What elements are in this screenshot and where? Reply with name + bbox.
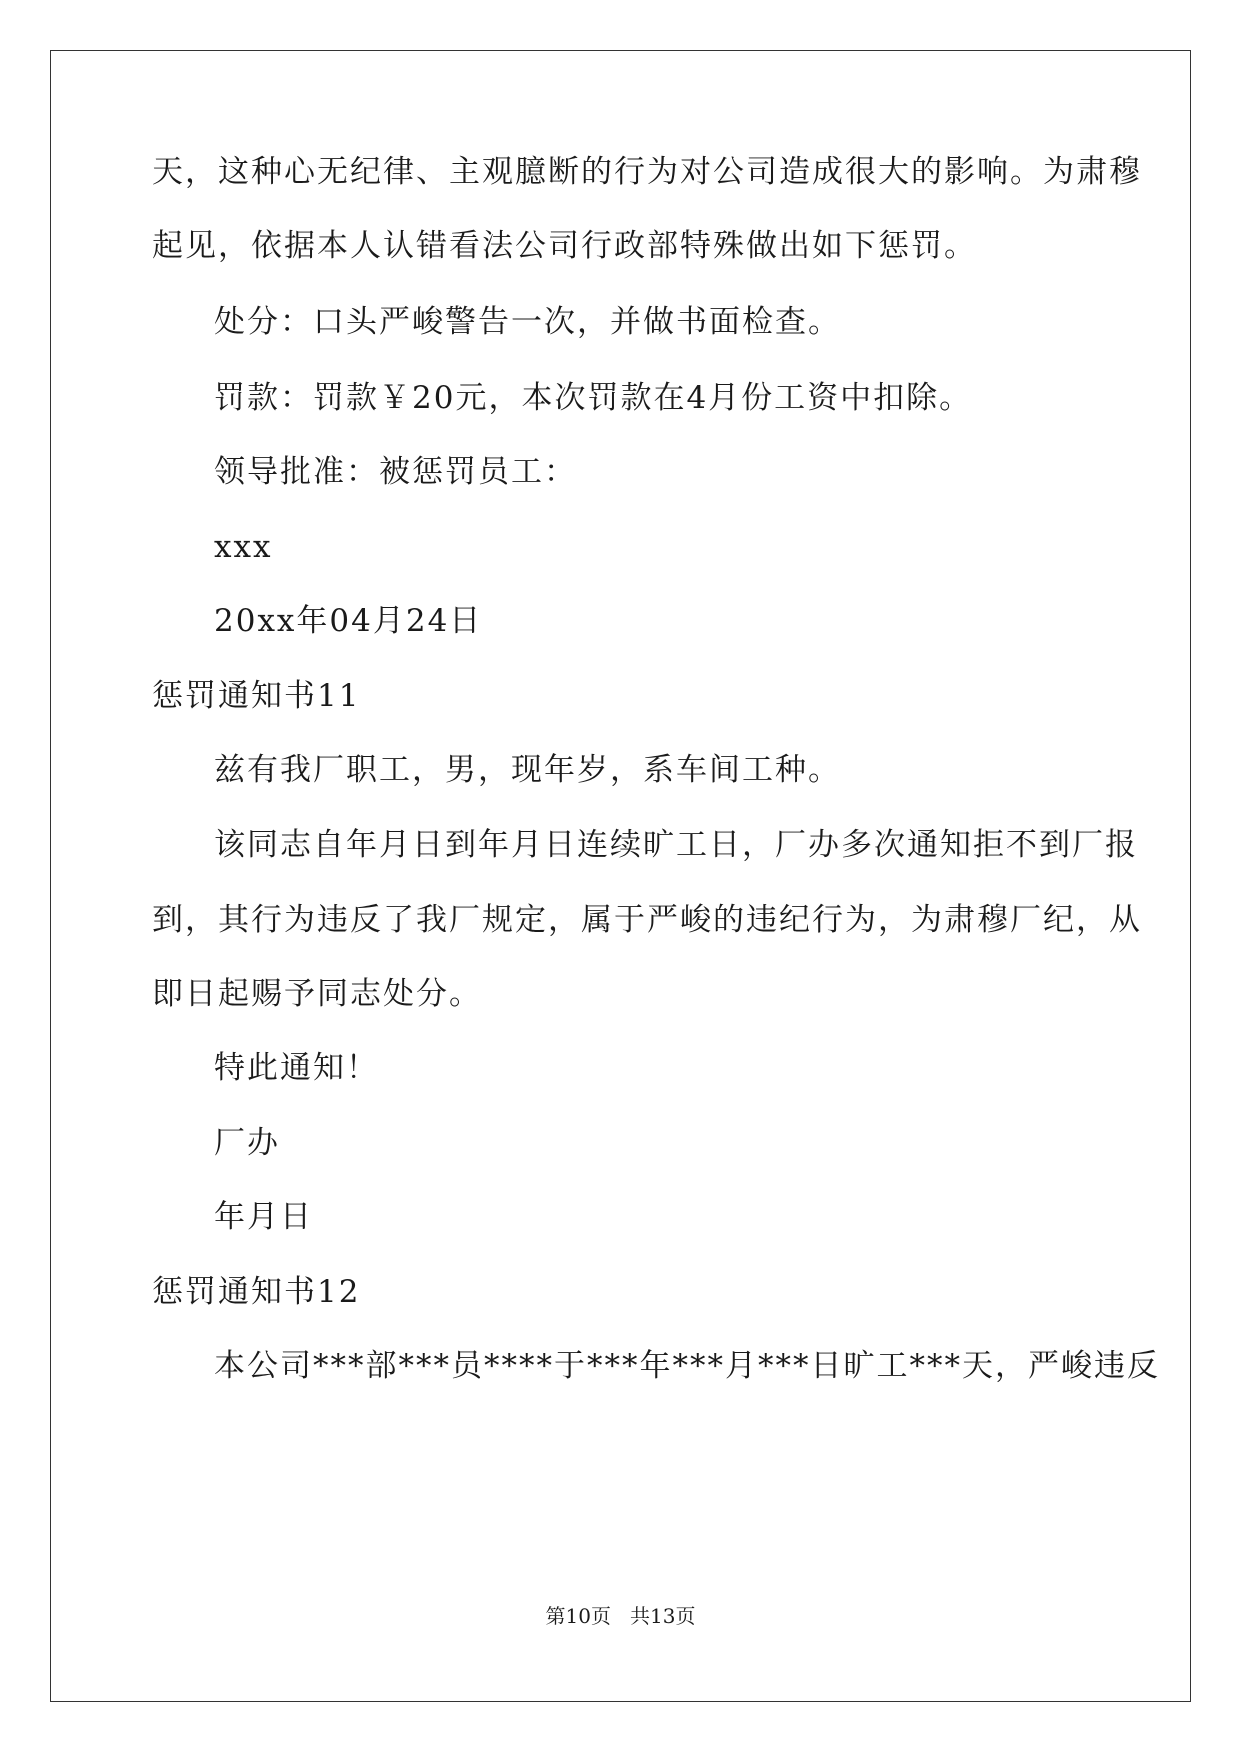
page-number-total: 共13页 xyxy=(630,1604,696,1628)
text-line: xxx xyxy=(214,529,273,565)
text-line: 领导批准：被惩罚员工： xyxy=(214,454,577,490)
page-footer xyxy=(0,1603,1241,1629)
page-border xyxy=(50,50,1191,1702)
text-line: 特此通知！ xyxy=(214,1050,379,1086)
text-line: 天，这种心无纪律、主观臆断的行为对公司造成很大的影响。为肃穆 xyxy=(152,154,1142,190)
text-line: 本公司***部***员****于***年***月***日旷工***天，严峻违反 xyxy=(214,1348,1160,1384)
text-line: 该同志自年月日到年月日连续旷工日，厂办多次通知拒不到厂报 xyxy=(214,827,1138,863)
text-line: 年月日 xyxy=(214,1199,313,1235)
text-line: 处分：口头严峻警告一次，并做书面检查。 xyxy=(214,304,841,340)
text-line: 20xx年04月24日 xyxy=(214,603,483,639)
text-line: 厂办 xyxy=(214,1125,280,1161)
section-heading: 惩罚通知书12 xyxy=(152,1274,361,1310)
section-heading: 惩罚通知书11 xyxy=(152,678,361,714)
text-line: 起见，依据本人认错看法公司行政部特殊做出如下惩罚。 xyxy=(152,228,977,264)
page-number-current: 第10页 xyxy=(545,1604,611,1628)
text-line: 即日起赐予同志处分。 xyxy=(152,976,482,1012)
text-line: 到，其行为违反了我厂规定，属于严峻的违纪行为，为肃穆厂纪，从 xyxy=(152,902,1142,938)
text-line: 罚款：罚款￥20元，本次罚款在4月份工资中扣除。 xyxy=(214,380,973,416)
text-line: 兹有我厂职工，男，现年岁，系车间工种。 xyxy=(214,752,841,788)
